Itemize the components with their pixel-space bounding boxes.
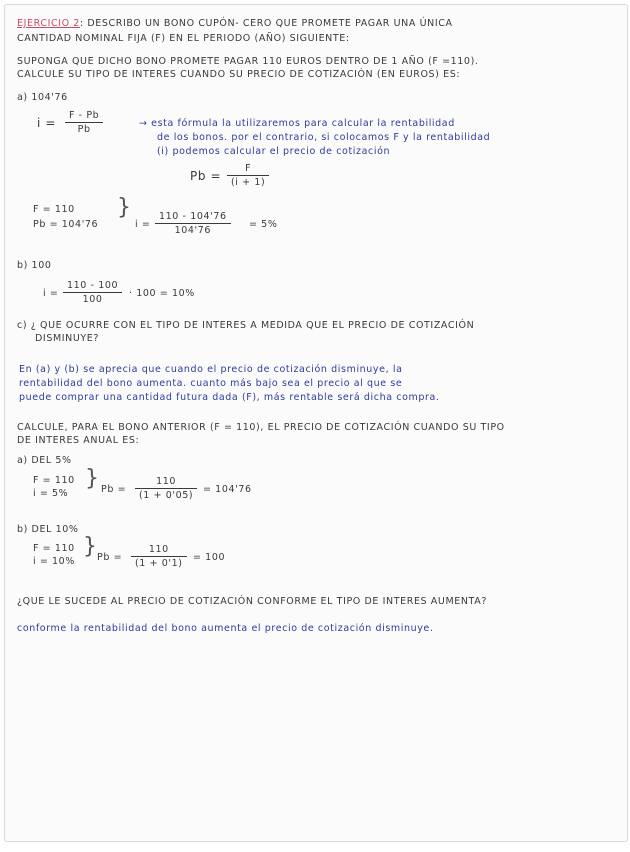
part2-b-label: b) DEL 10%	[17, 524, 79, 535]
part2-a-lhs: Pb =	[101, 484, 127, 495]
formula-note-1: → esta fórmula la utilizaremos para calcular la rentabilidad	[139, 118, 455, 129]
part-b-numerator: 110 - 100	[63, 279, 122, 293]
brace-icon: }	[85, 466, 100, 491]
part2-b-denominator: (1 + 0'1)	[135, 558, 183, 569]
formula-lhs: i =	[37, 116, 57, 130]
part-a-calc-fraction	[155, 210, 231, 237]
part-a-calc-numerator: 110 - 104'76	[155, 210, 231, 224]
brace-icon: }	[83, 534, 98, 559]
part2-b-given-f: F = 110	[33, 543, 75, 554]
formula-note-2: de los bonos. por el contrario, si colocamos F y la rentabilidad	[157, 132, 491, 143]
part2-b-result: = 100	[193, 552, 226, 563]
formula-denominator: Pb	[77, 124, 91, 135]
pb-formula-denominator: (i + 1)	[231, 177, 266, 188]
formula-note-3: (i) podemos calcular el precio de cotización	[157, 146, 391, 157]
exercise-label: EJERCICIO 2	[17, 18, 80, 29]
part-b-label: b) 100	[17, 260, 52, 271]
part-a-calc-result: = 5%	[249, 219, 278, 230]
part-c-answer-3: puede comprar una cantidad futura dada (F), más rentable será dicha compra.	[19, 392, 440, 403]
header-text-2: CANTIDAD NOMINAL FIJA (F) EN EL PERIODO (AÑO) SIGUIENTE:	[17, 33, 350, 44]
part-b-result: · 100 = 10%	[129, 288, 195, 299]
formula-numerator: F - Pb	[65, 109, 103, 123]
final-question: ¿QUE LE SUCEDE AL PRECIO DE COTIZACIÓN CONFORME EL TIPO DE INTERES AUMENTA?	[17, 596, 487, 607]
notebook-page	[4, 4, 628, 842]
part2-question-2: DE INTERES ANUAL ES:	[17, 435, 140, 446]
part2-a-label: a) DEL 5%	[17, 455, 72, 466]
pb-formula-lhs: Pb =	[190, 169, 222, 183]
part2-a-denominator: (1 + 0'05)	[139, 490, 194, 501]
part-c-question-1: c) ¿ QUE OCURRE CON EL TIPO DE INTERES A MEDIDA QUE EL PRECIO DE COTIZACIÓN	[17, 320, 475, 331]
part-c-answer-1: En (a) y (b) se aprecia que cuando el precio de cotización disminuye, la	[19, 364, 403, 375]
part-a-calc-lhs: i =	[135, 219, 151, 230]
part-a-given-pb: Pb = 104'76	[33, 219, 99, 230]
header-text-1: : DESCRIBO UN BONO CUPÓN- CERO QUE PROMETE PAGAR UNA ÚNICA	[79, 18, 453, 29]
part2-a-numerator: 110	[135, 475, 197, 489]
pb-formula-numerator: F	[227, 162, 269, 176]
intro-line-1: SUPONGA QUE DICHO BONO PROMETE PAGAR 110 EUROS DENTRO DE 1 AÑO (F =110).	[17, 56, 479, 67]
part-a-given-f: F = 110	[33, 204, 75, 215]
part-b-lhs: i =	[43, 288, 59, 299]
final-answer: conforme la rentabilidad del bono aumenta el precio de cotización disminuye.	[17, 623, 434, 634]
part-a-label: a) 104'76	[17, 92, 68, 103]
part-c-answer-2: rentabilidad del bono aumenta. cuanto más bajo sea el precio al que se	[19, 378, 403, 389]
part-b-fraction	[63, 279, 122, 306]
part-a-calc-denominator: 104'76	[174, 225, 212, 236]
part2-a-result: = 104'76	[203, 484, 252, 495]
intro-line-2: CALCULE SU TIPO DE INTERES CUANDO SU PRECIO DE COTIZACIÓN (EN EUROS) ES:	[17, 69, 461, 80]
part2-b-fraction	[131, 543, 187, 570]
header-line-1	[17, 17, 453, 30]
brace-icon: }	[117, 195, 132, 220]
part2-b-given-i: i = 10%	[33, 556, 75, 567]
part2-question-1: CALCULE, PARA EL BONO ANTERIOR (F = 110), EL PRECIO DE COTIZACIÓN CUANDO SU TIPO	[17, 422, 505, 433]
pb-formula-fraction	[227, 162, 269, 189]
part2-a-fraction	[135, 475, 197, 502]
part2-a-given-f: F = 110	[33, 475, 75, 486]
part-b-denominator: 100	[82, 294, 103, 305]
part2-b-lhs: Pb =	[97, 552, 123, 563]
part-c-question-2: DISMINUYE?	[35, 333, 100, 344]
part2-a-given-i: i = 5%	[33, 488, 69, 499]
formula-fraction	[65, 109, 103, 136]
part2-b-numerator: 110	[131, 543, 187, 557]
